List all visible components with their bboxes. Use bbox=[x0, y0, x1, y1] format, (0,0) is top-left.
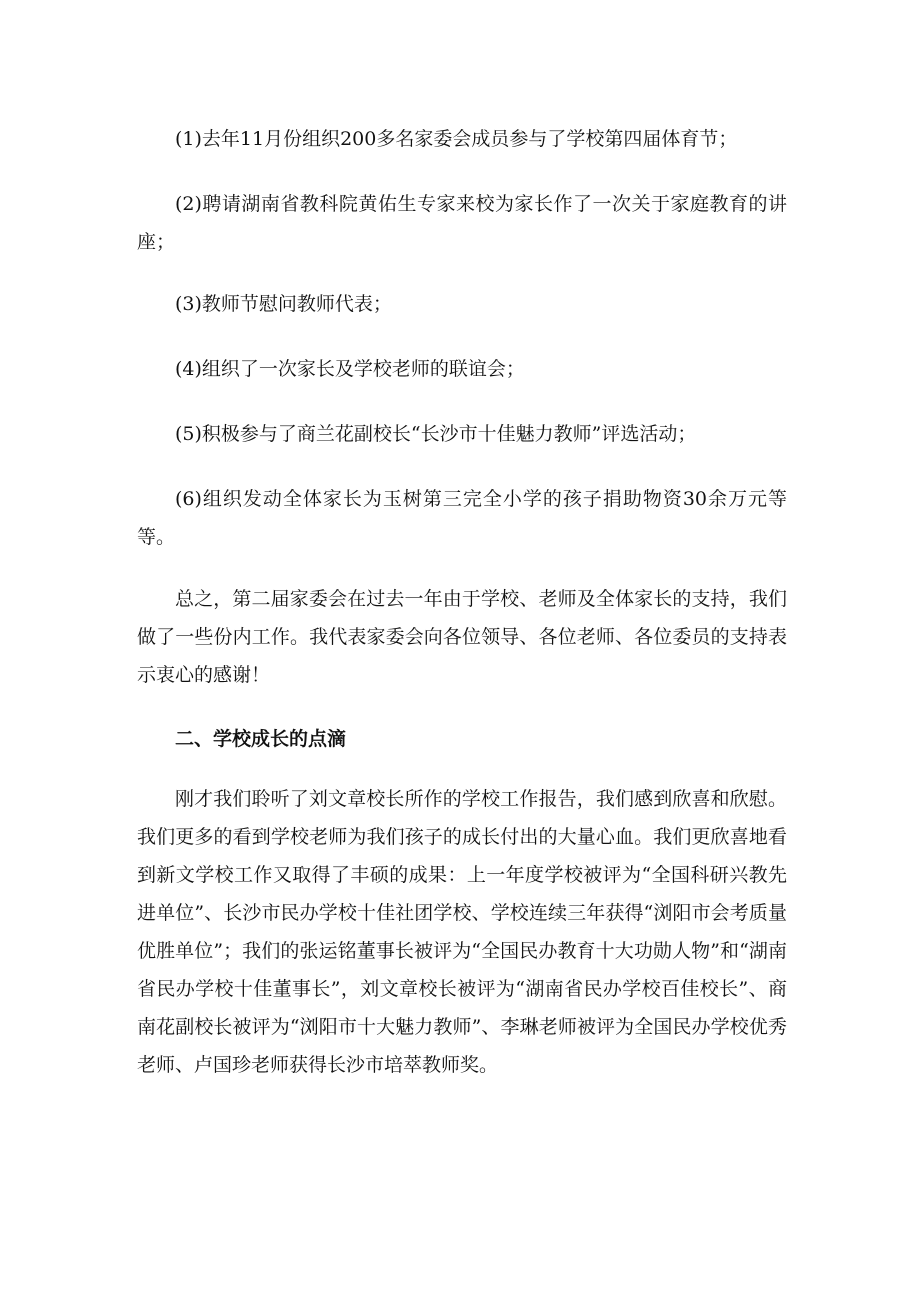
section-body-paragraph: 刚才我们聆听了刘文章校长所作的学校工作报告，我们感到欣喜和欣慰。我们更多的看到学校老师为我们孩子的成长付出的大量心血。我们更欣喜地看到新文学校工作又取得了丰硕的成果：上一年度学校被评为“全国科研兴教先进单位”、长沙市民办学校十佳社团学校、学校连续三年获得“浏阳市会考质量优胜单位”；我们的张运铭董事长被评为“全国民办教育十大功勋人物”和“湖南省民办学校十佳董事长”，刘文章校长被评为“湖南省民办学校百佳校长”、商南花副校长被评为“浏阳市十大魅力教师”、李琳老师被评为全国民办学校优秀老师、卢国珍老师获得长沙市培萃教师奖。 bbox=[137, 788, 787, 1076]
document-page bbox=[137, 120, 787, 1084]
list-item-1: (1)去年11月份组织200多名家委会成员参与了学校第四届体育节； bbox=[175, 128, 738, 150]
summary-paragraph: 总之，第二届家委会在过去一年由于学校、老师及全体家长的支持，我们做了一些份内工作。我代表家委会向各位领导、各位老师、各位委员的支持表示衷心的感谢！ bbox=[137, 588, 787, 686]
list-item-4: (4)组织了一次家长及学校老师的联谊会； bbox=[175, 358, 525, 380]
list-item-2: (2)聘请湖南省教科院黄佑生专家来校为家长作了一次关于家庭教育的讲座； bbox=[137, 193, 787, 253]
list-item-5: (5)积极参与了商兰花副校长“长沙市十佳魅力教师”评选活动； bbox=[175, 423, 697, 445]
section-heading: 二、学校成长的点滴 bbox=[175, 728, 347, 750]
list-item-6: (6)组织发动全体家长为玉树第三完全小学的孩子捐助物资30余万元等等。 bbox=[137, 488, 787, 548]
list-item-3: (3)教师节慰问教师代表； bbox=[175, 293, 392, 315]
